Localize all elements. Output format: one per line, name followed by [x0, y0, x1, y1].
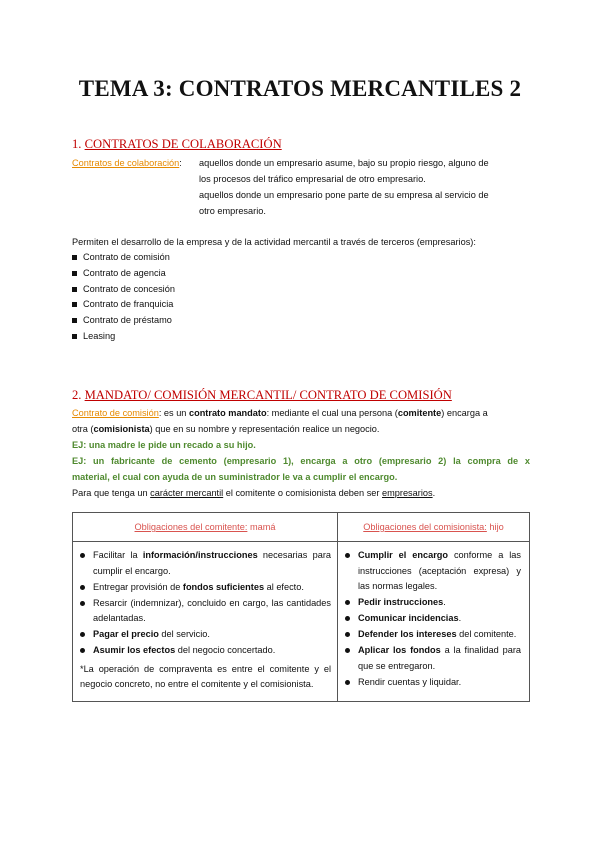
text: .: [432, 488, 436, 498]
list-item: [79, 548, 331, 579]
bold-text: Defender los intereses: [358, 629, 457, 639]
table-header-comisionista: [338, 513, 530, 542]
list-item: [344, 611, 521, 627]
bullet-icon: [80, 553, 85, 558]
list-item: [79, 596, 331, 627]
list-item: [344, 643, 521, 674]
list-item-text: Contrato de agencia: [83, 267, 166, 278]
text: el comitente o comisionista deben ser: [223, 488, 383, 498]
text: otra (: [72, 424, 94, 434]
bullet-icon: [345, 648, 350, 653]
comisionista-obligations-list: [344, 548, 521, 690]
bullet-icon: [345, 680, 350, 685]
text: Para que tenga un: [72, 488, 151, 498]
underlined-text: carácter mercantil: [150, 488, 224, 498]
list-item: [72, 313, 175, 329]
text: Facilitar la: [93, 550, 143, 560]
list-item: [72, 266, 175, 282]
text: ) encarga a: [441, 408, 488, 418]
example-2-line-2: material, el cual con ayuda de un suministrador le va a cumplir el encargo.: [72, 472, 398, 482]
square-bullet-icon: [72, 271, 77, 276]
bold-text: información/instrucciones: [142, 550, 258, 560]
square-bullet-icon: [72, 287, 77, 292]
text: del comitente.: [456, 629, 517, 639]
underlined-text: empresarios: [382, 488, 433, 498]
compraventa-note: *La operación de compraventa es entre el comitente y el negocio concreto, no entre el comitente y el comisionista.: [80, 663, 331, 689]
bullet-icon: [80, 648, 85, 653]
section2-heading: [72, 388, 452, 403]
header-extra: mamá: [247, 522, 276, 532]
section1-number: 1.: [72, 137, 82, 151]
text: .: [443, 597, 446, 607]
text: Rendir cuentas y liquidar.: [358, 676, 462, 687]
list-item: [79, 643, 331, 659]
list-item: [344, 675, 521, 691]
bullet-icon: [345, 600, 350, 605]
comisionista-obligations-cell: [338, 542, 530, 702]
list-item: [79, 580, 331, 596]
list-item: [72, 329, 175, 345]
list-item: [72, 250, 175, 266]
definition-term: Contratos de colaboración: [72, 158, 180, 168]
list-item-text: Contrato de préstamo: [83, 315, 172, 326]
text: del negocio concertado.: [175, 645, 276, 655]
bullet-icon: [345, 632, 350, 637]
commission-definition-line-1: [72, 406, 532, 422]
comitente-obligations-cell: [73, 542, 338, 702]
bold-text: contrato mandato: [188, 408, 267, 418]
list-item-text: Leasing: [83, 330, 116, 341]
list-item: [344, 548, 521, 595]
text: ) que en su nombre y representación realice un negocio.: [149, 424, 380, 434]
list-item: [72, 297, 175, 313]
square-bullet-icon: [72, 334, 77, 339]
bold-text: comisionista: [93, 424, 150, 434]
square-bullet-icon: [72, 302, 77, 307]
text: : mediante el cual una persona (: [266, 408, 398, 418]
bold-text: fondos suficientes: [182, 581, 265, 592]
bullet-icon: [80, 585, 85, 590]
table-row: [73, 542, 530, 702]
bullet-icon: [345, 616, 350, 621]
header-text: Obligaciones del comisionista:: [363, 522, 487, 532]
list-item: [79, 627, 331, 643]
commission-definition-line-2: [72, 422, 379, 438]
section2-number: 2.: [72, 388, 82, 402]
bold-text: Pedir instrucciones: [358, 597, 444, 607]
text: conforme a las instrucciones (aceptación expresa) y las normas legales.: [358, 550, 522, 591]
list-item: [344, 627, 521, 643]
table-header-comitente: [73, 513, 338, 542]
definition-line-1: aquellos donde un empresario asume, bajo su propio riesgo, alguno de: [199, 158, 489, 168]
bold-text: Cumplir el encargo: [358, 550, 449, 560]
bullet-icon: [80, 601, 85, 606]
definition-line-4: otro empresario.: [199, 206, 266, 216]
list-item: [72, 282, 175, 298]
obligations-table: [72, 512, 530, 702]
bold-text: Pagar el precio: [93, 629, 159, 639]
text: del servicio.: [158, 629, 210, 639]
definition-colon: :: [179, 158, 182, 168]
text: a la finalidad para que se entregaron.: [358, 645, 521, 671]
list-item: [344, 595, 521, 611]
example-2-line-1: EJ: un fabricante de cemento (empresario 1), encarga a otro (empresario 2) la compra de x: [72, 456, 530, 466]
definition-line-3: aquellos donde un empresario pone parte de su empresa al servicio de: [199, 190, 489, 200]
section2-title: MANDATO/ COMISIÓN MERCANTIL/ CONTRATO DE COMISIÓN: [84, 388, 452, 402]
example-1: EJ: una madre le pide un recado a su hijo.: [72, 440, 256, 450]
section1-intro: Permiten el desarrollo de la empresa y de la actividad mercantil a través de terceros (empresarios):: [72, 237, 476, 247]
definition-line-2: los procesos del tráfico empresarial de otro empresario.: [199, 174, 426, 184]
contract-type-list: [72, 250, 175, 345]
section1-definition-term: [72, 156, 182, 172]
text: al efecto.: [264, 581, 304, 592]
text: : es un: [158, 408, 189, 418]
bold-text: comitente: [397, 408, 442, 418]
bullet-icon: [345, 553, 350, 558]
mercantile-condition: [72, 486, 435, 502]
text: Resarcir (indemnizar), concluido en cargo, las cantidades adelantadas.: [93, 597, 331, 623]
header-text: Obligaciones del comitente:: [134, 522, 248, 532]
comitente-obligations-list: [79, 548, 331, 659]
page-title: TEMA 3: CONTRATOS MERCANTILES 2: [78, 76, 522, 101]
text: .: [458, 613, 462, 623]
list-item-text: Contrato de comisión: [83, 252, 170, 262]
text: necesarias para cumplir el encargo.: [93, 550, 331, 576]
list-item-text: Contrato de franquicia: [83, 299, 174, 310]
square-bullet-icon: [72, 255, 77, 260]
header-extra: hijo: [486, 522, 504, 532]
section1-heading: [72, 137, 282, 152]
bullet-icon: [80, 632, 85, 637]
bold-text: Asumir los efectos: [93, 645, 176, 655]
commission-term: Contrato de comisión: [72, 408, 159, 418]
list-item-text: Contrato de concesión: [83, 283, 175, 294]
bold-text: Aplicar los fondos: [358, 645, 441, 655]
bold-text: Comunicar incidencias: [358, 613, 459, 623]
section1-title: CONTRATOS DE COLABORACIÓN: [84, 137, 282, 151]
square-bullet-icon: [72, 318, 77, 323]
table-header-row: [73, 513, 530, 542]
text: Entregar provisión de: [93, 581, 183, 592]
